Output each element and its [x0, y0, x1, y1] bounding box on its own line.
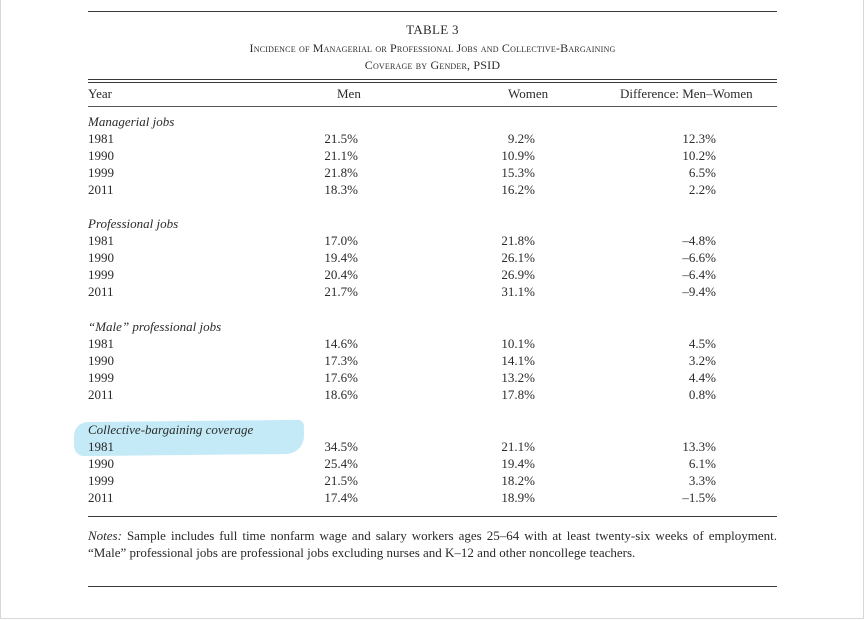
table-row — [88, 284, 777, 301]
column-header-women: Women — [508, 86, 549, 101]
cell-men: 18.6% — [324, 387, 358, 402]
table-row — [88, 336, 777, 353]
cell-year: 1999 — [88, 267, 114, 282]
top-rule — [88, 11, 777, 12]
cell-men: 34.5% — [324, 439, 358, 454]
cell-men: 21.5% — [324, 131, 358, 146]
table-row — [88, 490, 777, 507]
table-notes — [88, 527, 777, 561]
cell-women: 31.1% — [501, 284, 535, 299]
cell-difference: –6.4% — [682, 267, 716, 282]
cell-women: 10.9% — [501, 148, 535, 163]
cell-women: 18.9% — [501, 490, 535, 505]
cell-difference: –1.5% — [682, 490, 716, 505]
cell-year: 1981 — [88, 439, 114, 454]
cell-year: 2011 — [88, 284, 114, 299]
table-row — [88, 353, 777, 370]
cell-difference: –4.8% — [682, 233, 716, 248]
cell-men: 17.4% — [324, 490, 358, 505]
cell-year: 2011 — [88, 387, 114, 402]
table-row — [88, 439, 777, 456]
table-row — [88, 267, 777, 284]
table-row — [88, 182, 777, 199]
cell-difference: –6.6% — [682, 250, 716, 265]
notes-bottom-rule — [88, 586, 777, 587]
cell-year: 2011 — [88, 490, 114, 505]
cell-year: 1999 — [88, 370, 114, 385]
table-row — [88, 250, 777, 267]
section-title: Collective-bargaining coverage — [88, 422, 254, 437]
table-row — [88, 148, 777, 165]
cell-men: 14.6% — [324, 336, 358, 351]
cell-men: 20.4% — [324, 267, 358, 282]
cell-men: 21.5% — [324, 473, 358, 488]
table-title-line-2: Coverage by Gender, PSID — [364, 58, 501, 72]
cell-women: 16.2% — [501, 182, 535, 197]
cell-year: 1999 — [88, 165, 114, 180]
cell-women: 13.2% — [501, 370, 535, 385]
column-header-men: Men — [337, 86, 361, 101]
header-rule-lower — [88, 82, 777, 83]
cell-difference: 4.4% — [688, 370, 716, 385]
cell-difference: 0.8% — [688, 387, 716, 402]
notes-label: Notes: — [88, 528, 122, 543]
table-title — [88, 40, 777, 74]
table-row — [88, 456, 777, 473]
cell-difference: 3.2% — [688, 353, 716, 368]
cell-difference: 13.3% — [682, 439, 716, 454]
table-row — [88, 233, 777, 250]
column-header-difference: Difference: Men–Women — [620, 86, 753, 101]
cell-year: 1990 — [88, 250, 114, 265]
cell-men: 17.6% — [324, 370, 358, 385]
cell-women: 9.2% — [507, 131, 535, 146]
table-number: TABLE 3 — [406, 22, 459, 37]
table-bottom-rule — [88, 516, 777, 517]
section-title: “Male” professional jobs — [88, 319, 222, 334]
section-title: Managerial jobs — [88, 114, 175, 129]
cell-women: 14.1% — [501, 353, 535, 368]
cell-men: 19.4% — [324, 250, 358, 265]
table-row — [88, 387, 777, 404]
cell-year: 1990 — [88, 456, 114, 471]
table-title-line-1: Incidence of Managerial or Professional Jobs and Collective-Bargaining — [249, 41, 616, 55]
cell-women: 17.8% — [501, 387, 535, 402]
cell-women: 10.1% — [501, 336, 535, 351]
cell-difference: 6.1% — [688, 456, 716, 471]
cell-difference: 3.3% — [688, 473, 716, 488]
cell-women: 15.3% — [501, 165, 535, 180]
cell-difference: 12.3% — [682, 131, 716, 146]
table-row — [88, 165, 777, 182]
column-header-year: Year — [88, 86, 112, 101]
section-title: Professional jobs — [88, 216, 179, 231]
cell-year: 1990 — [88, 353, 114, 368]
cell-women: 19.4% — [501, 456, 535, 471]
cell-year: 1981 — [88, 233, 114, 248]
cell-men: 21.8% — [324, 165, 358, 180]
cell-women: 18.2% — [501, 473, 535, 488]
cell-men: 21.7% — [324, 284, 358, 299]
cell-men: 18.3% — [324, 182, 358, 197]
cell-women: 21.8% — [501, 233, 535, 248]
header-rule-upper — [88, 79, 777, 80]
cell-year: 1981 — [88, 336, 114, 351]
cell-men: 25.4% — [324, 456, 358, 471]
cell-men: 17.3% — [324, 353, 358, 368]
cell-year: 1999 — [88, 473, 114, 488]
cell-difference: 4.5% — [688, 336, 716, 351]
column-header-rule — [88, 106, 777, 107]
cell-difference: 6.5% — [688, 165, 716, 180]
cell-women: 26.9% — [501, 267, 535, 282]
cell-difference: –9.4% — [682, 284, 716, 299]
table-row — [88, 131, 777, 148]
cell-difference: 10.2% — [682, 148, 716, 163]
table-row — [88, 473, 777, 490]
cell-difference: 2.2% — [688, 182, 716, 197]
table-row — [88, 370, 777, 387]
cell-women: 26.1% — [501, 250, 535, 265]
cell-year: 1981 — [88, 131, 114, 146]
cell-men: 17.0% — [324, 233, 358, 248]
notes-text: Sample includes full time nonfarm wage and salary workers ages 25–64 with at least twenty-six weeks of employment. “Male” professional jobs are professional jobs excluding nurses and K–12 and other noncollege teachers. — [88, 528, 777, 560]
cell-men: 21.1% — [324, 148, 358, 163]
cell-year: 2011 — [88, 182, 114, 197]
cell-year: 1990 — [88, 148, 114, 163]
cell-women: 21.1% — [501, 439, 535, 454]
